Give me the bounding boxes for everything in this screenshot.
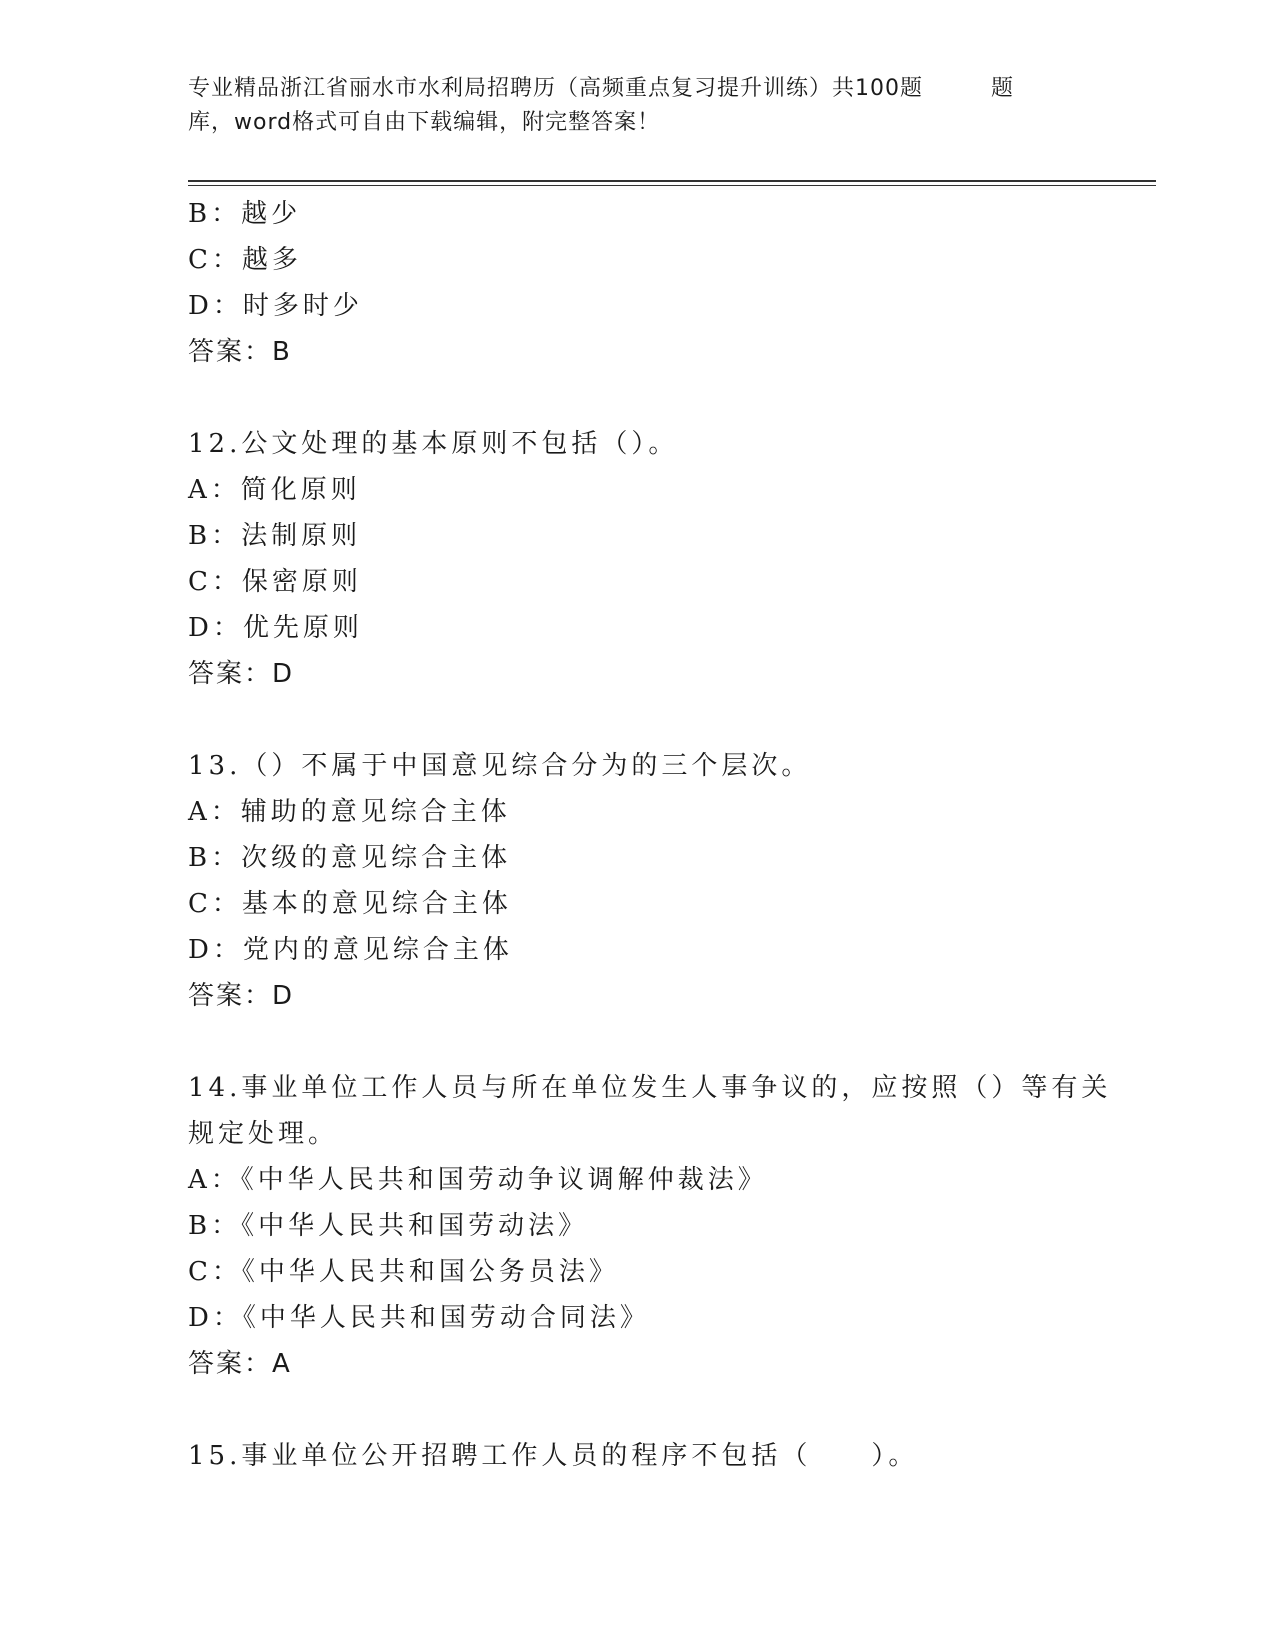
option-b: B：《中华人民共和国劳动法》 — [188, 1211, 589, 1241]
header-line-2: 库，word格式可自由下载编辑，附完整答案！ — [188, 110, 661, 135]
option-c: C：基本的意见综合主体 — [188, 889, 512, 919]
option-a: A：《中华人民共和国劳动争议调解仲裁法》 — [188, 1165, 768, 1195]
document-header — [188, 72, 1088, 140]
question-text-line-2: 规定处理。 — [188, 1119, 339, 1149]
header-rule-thin — [188, 185, 1156, 186]
option-b: B：次级的意见综合主体 — [188, 843, 512, 873]
question-15 — [188, 1433, 1088, 1479]
option-d: D：《中华人民共和国劳动合同法》 — [188, 1303, 650, 1333]
question-text: 15.事业单位公开招聘工作人员的程序不包括（ ）。 — [188, 1441, 919, 1471]
header-title-tail: 题 — [991, 76, 1015, 101]
answer: 答案：D — [188, 659, 295, 689]
option-c: C：越多 — [188, 245, 302, 275]
option-a: A：辅助的意见综合主体 — [188, 797, 511, 827]
question-text: 13.（）不属于中国意见综合分为的三个层次。 — [188, 751, 812, 781]
option-b: B：越少 — [188, 199, 302, 229]
question-11 — [188, 191, 1088, 375]
header-line-1 — [188, 72, 1088, 106]
option-c: C：保密原则 — [188, 567, 362, 597]
option-d: D：党内的意见综合主体 — [188, 935, 513, 965]
document-body — [188, 191, 1112, 1479]
answer: 答案：A — [188, 1349, 292, 1379]
option-d: D：优先原则 — [188, 613, 363, 643]
option-b: B：法制原则 — [188, 521, 362, 551]
question-12 — [188, 421, 1088, 697]
header-title: 专业精品浙江省丽水市水利局招聘历（高频重点复习提升训练）共100题 — [188, 76, 923, 101]
question-text-line-1: 14.事业单位工作人员与所在单位发生人事争议的，应按照（）等有关 — [188, 1073, 1112, 1103]
header-rule-thick — [188, 180, 1156, 182]
option-d: D：时多时少 — [188, 291, 363, 321]
question-14 — [188, 1065, 1112, 1387]
option-a: A：简化原则 — [188, 475, 361, 505]
answer: 答案：B — [188, 337, 292, 367]
answer: 答案：D — [188, 981, 295, 1011]
question-13 — [188, 743, 1088, 1019]
option-c: C：《中华人民共和国公务员法》 — [188, 1257, 619, 1287]
question-text: 12.公文处理的基本原则不包括（）。 — [188, 429, 679, 459]
